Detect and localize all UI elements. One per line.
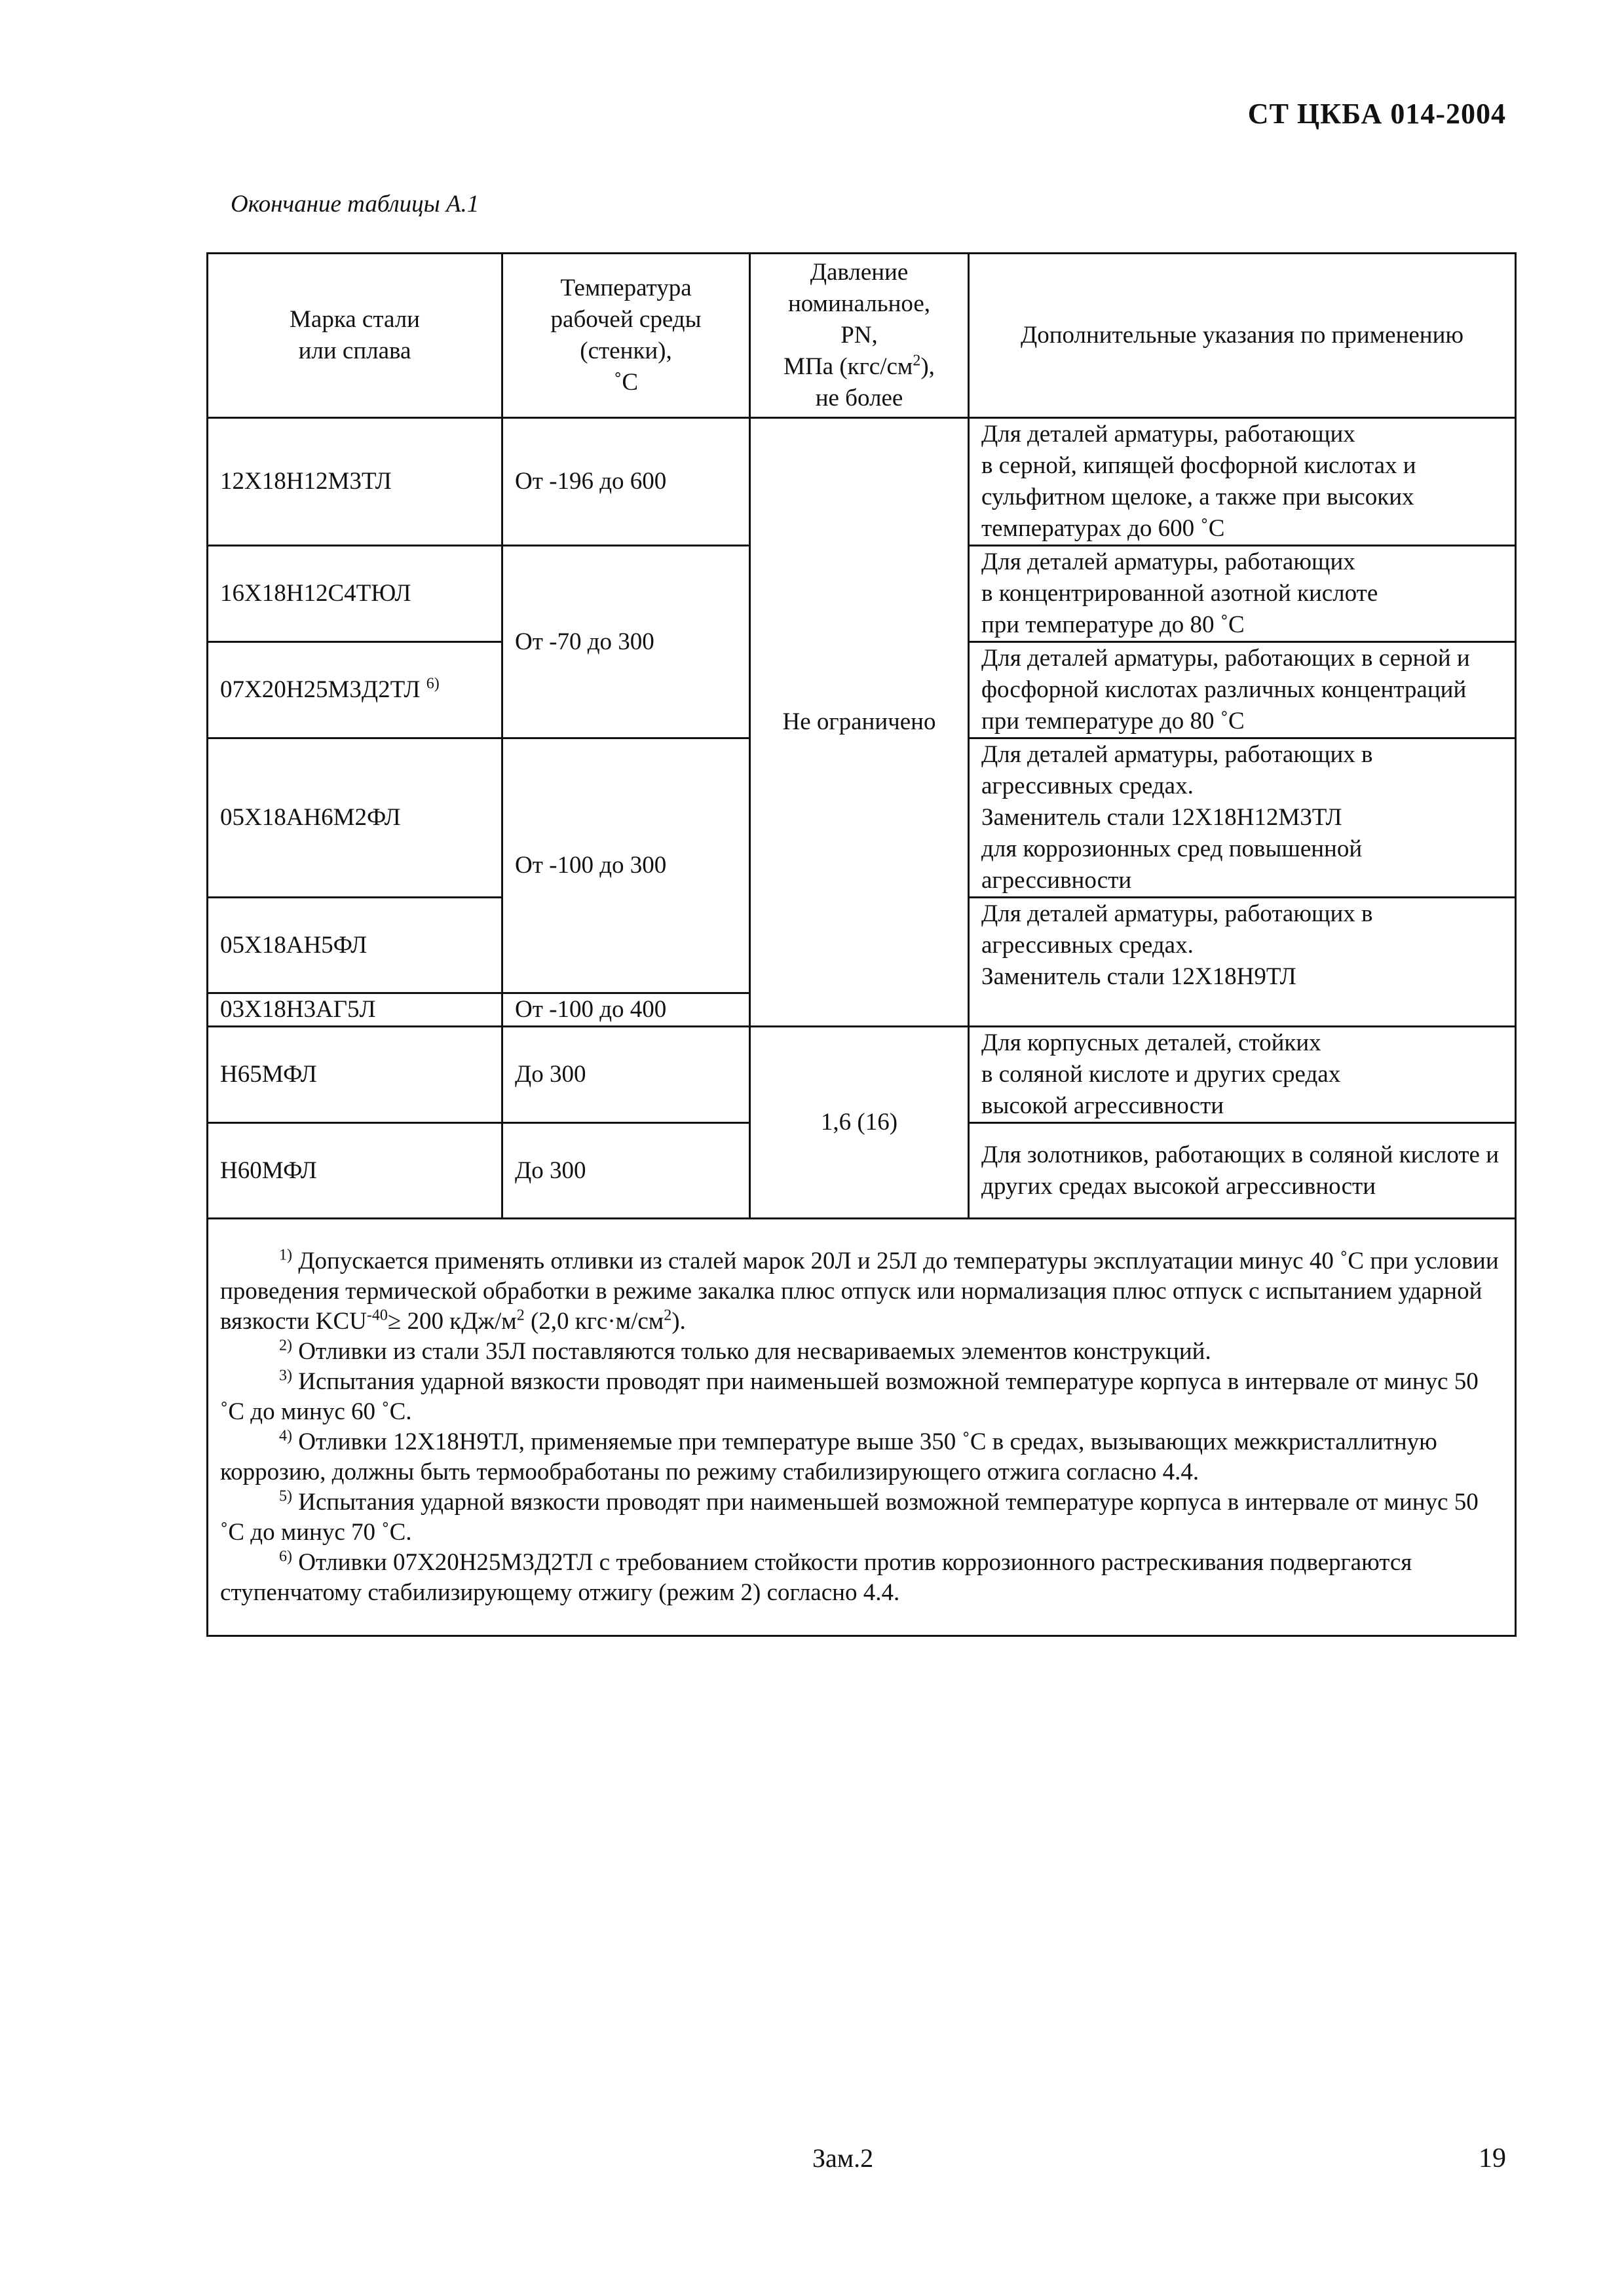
footnote-sup: 2: [516, 1307, 525, 1324]
grade-cell: 12Х18Н12М3ТЛ: [208, 418, 502, 546]
footnote-6: [220, 1548, 1503, 1608]
document-code: СТ ЦКБА 014-2004: [1247, 98, 1506, 130]
page-number: 19: [1479, 2143, 1506, 2173]
footnote-text: (2,0 кгс·м/см: [524, 1308, 664, 1335]
footnote-text: ≥ 200 кДж/м: [387, 1308, 517, 1335]
table-header-row: [208, 254, 1516, 418]
grade-cell: 05Х18АН6М2ФЛ: [208, 738, 502, 898]
grade-cell: [208, 642, 502, 738]
table-row: [208, 1027, 1516, 1123]
application-cell: Для деталей арматуры, работающих в серной и фосфорной кислотах различных концентраций при температуре до 80 ˚С: [969, 642, 1516, 738]
application-cell: Для деталей арматуры, работающих в серной, кипящей фосфорной кислотах и сульфитном щелоке, а также при высоких температурах до 600 ˚С: [969, 418, 1516, 546]
steel-grades-table: [206, 252, 1517, 1637]
footnote-text: Допускается применять отливки из сталей марок 20Л и 25Л до температуры эксплуатации минус 40 ˚С при условии проведения термической обработки в режиме закалка плюс отпуск или нормализация плюс отпуск с испытанием ударной вязкости KCU: [220, 1248, 1499, 1335]
grade-text: 07Х20Н25М3Д2ТЛ: [220, 676, 421, 703]
footnote-text: Отливки 07Х20Н25М3Д2ТЛ с требованием стойкости против коррозионного растрескивания подвергаются ступенчатому стабилизирующему отжигу (режим 2) согласно 4.4.: [220, 1549, 1412, 1606]
footnote-mark: 6): [279, 1548, 292, 1565]
header-pressure: [750, 254, 969, 418]
application-cell: Для деталей арматуры, работающих в концентрированной азотной кислоте при температуре до 80 ˚С: [969, 546, 1516, 642]
grade-cell: Н65МФЛ: [208, 1027, 502, 1123]
temperature-cell-merged: От -100 до 300: [502, 738, 750, 993]
footnote-mark: 4): [279, 1427, 292, 1445]
grade-footnote-mark: 6): [426, 675, 440, 693]
table-row: [208, 418, 1516, 546]
temperature-cell: От -100 до 400: [502, 993, 750, 1027]
grade-cell: 03Х18Н3АГ5Л: [208, 993, 502, 1027]
header-pressure-text-a: Давление номинальное, PN, МПа (кгс/см: [784, 259, 931, 380]
footnotes-cell: [208, 1219, 1516, 1636]
footnote-mark: 2): [279, 1337, 292, 1354]
change-note: Зам.2: [812, 2143, 874, 2173]
footnote-3: [220, 1367, 1503, 1427]
application-cell: Для золотников, работающих в соляной кислоте и других средах высокой агрессивности: [969, 1123, 1516, 1219]
application-cell: Для деталей арматуры, работающих в агрессивных средах. Заменитель стали 12Х18Н12М3ТЛ для коррозионных сред повышенной агрессивности: [969, 738, 1516, 898]
header-pressure-sup: 2: [913, 352, 921, 370]
header-pressure-text-b: ), не более: [815, 353, 935, 411]
footnote-text: ).: [671, 1308, 686, 1335]
footnote-text: Испытания ударной вязкости проводят при наименьшей возможной температуре корпуса в интервале от минус 50 ˚С до минус 60 ˚С.: [220, 1368, 1479, 1425]
table-caption: Окончание таблицы А.1: [231, 191, 480, 218]
temperature-cell: До 300: [502, 1123, 750, 1219]
header-application: Дополнительные указания по применению: [969, 254, 1516, 418]
grade-cell: 05Х18АН5ФЛ: [208, 898, 502, 993]
footnote-text: Отливки 12Х18Н9ТЛ, применяемые при температуре выше 350 ˚С в средах, вызывающих межкристаллитную коррозию, должны быть термообработаны по режиму стабилизирующего отжига согласно 4.4.: [220, 1428, 1437, 1485]
application-cell: Для корпусных деталей, стойких в соляной кислоте и других средах высокой агрессивности: [969, 1027, 1516, 1123]
footnote-mark: 1): [279, 1246, 292, 1264]
footnote-text: Отливки из стали 35Л поставляются только для несвариваемых элементов конструкций.: [292, 1338, 1211, 1365]
footnote-mark: 3): [279, 1367, 292, 1385]
temperature-cell-merged: От -70 до 300: [502, 546, 750, 738]
pressure-cell-unlimited: Не ограничено: [750, 418, 969, 1027]
header-grade: Марка стали или сплава: [208, 254, 502, 418]
grade-cell: Н60МФЛ: [208, 1123, 502, 1219]
temperature-cell: От -196 до 600: [502, 418, 750, 546]
footnote-sup: -40: [366, 1307, 388, 1324]
footnote-4: [220, 1427, 1503, 1487]
footnotes-row: [208, 1219, 1516, 1636]
footnote-5: [220, 1487, 1503, 1548]
application-cell: Для деталей арматуры, работающих в агрессивных средах. Заменитель стали 12Х18Н9ТЛ: [969, 898, 1516, 1027]
footnote-sup: 2: [664, 1307, 672, 1324]
header-temperature: Температура рабочей среды (стенки), ˚С: [502, 254, 750, 418]
footnote-text: Испытания ударной вязкости проводят при наименьшей возможной температуре корпуса в интервале от минус 50 ˚С до минус 70 ˚С.: [220, 1489, 1479, 1546]
footnote-mark: 5): [279, 1487, 292, 1505]
temperature-cell: До 300: [502, 1027, 750, 1123]
footnote-1: [220, 1246, 1503, 1337]
grade-cell: 16Х18Н12С4ТЮЛ: [208, 546, 502, 642]
footnote-2: [220, 1337, 1503, 1367]
pressure-cell-16: 1,6 (16): [750, 1027, 969, 1219]
